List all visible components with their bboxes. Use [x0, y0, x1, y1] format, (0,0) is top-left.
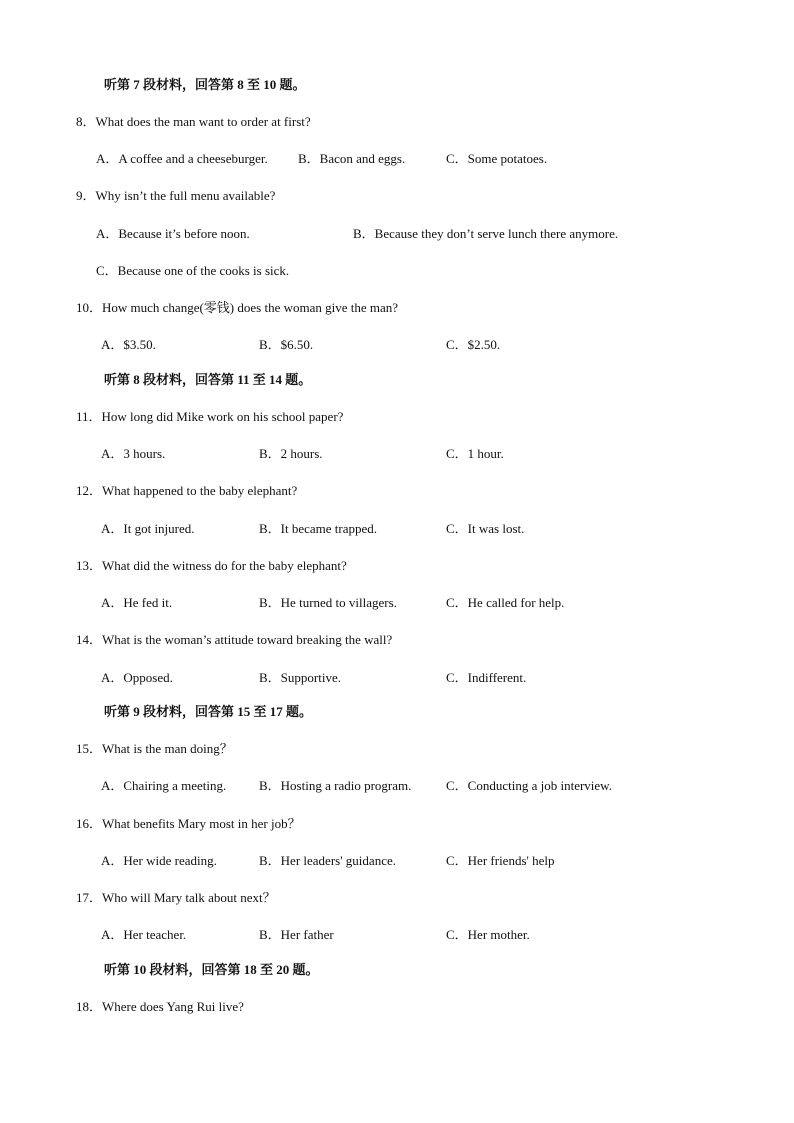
question-16: 16．What benefits Mary most in her job？: [76, 816, 301, 831]
question-10: 10．How much change(零钱) does the woman give the man?: [76, 300, 399, 315]
option-a[interactable]: A．Her wide reading.: [101, 853, 217, 868]
question-9: 9．Why isn’t the full menu available?: [76, 188, 276, 203]
option-b[interactable]: B．Bacon and eggs.: [298, 151, 406, 166]
option-b[interactable]: B．Supportive.: [259, 670, 341, 685]
option-b[interactable]: B．$6.50.: [259, 337, 314, 352]
option-a[interactable]: A．A coffee and a cheeseburger.: [96, 151, 268, 166]
option-c[interactable]: C．$2.50.: [446, 337, 501, 352]
question-17: 17．Who will Mary talk about next？: [76, 890, 276, 905]
question-18: 18．Where does Yang Rui live?: [76, 999, 244, 1014]
option-b[interactable]: B．Her leaders' guidance.: [259, 853, 396, 868]
section-heading: 听第 7 段材料，回答第 8 至 10 题。: [104, 77, 306, 92]
option-b[interactable]: B．Her father: [259, 927, 334, 942]
option-c[interactable]: C．Some potatoes.: [446, 151, 548, 166]
question-14: 14．What is the woman’s attitude toward breaking the wall?: [76, 632, 393, 647]
option-a[interactable]: A．$3.50.: [101, 337, 156, 352]
option-c[interactable]: C．It was lost.: [446, 521, 525, 536]
question-11: 11．How long did Mike work on his school paper?: [76, 409, 344, 424]
question-15: 15．What is the man doing？: [76, 741, 233, 756]
option-c[interactable]: C．Her friends' help: [446, 853, 555, 868]
question-13: 13．What did the witness do for the baby elephant?: [76, 558, 347, 573]
question-8: 8．What does the man want to order at first?: [76, 114, 311, 129]
option-b[interactable]: B．He turned to villagers.: [259, 595, 397, 610]
option-c[interactable]: C．Indifferent.: [446, 670, 527, 685]
option-b[interactable]: B．Because they don’t serve lunch there anymore.: [353, 226, 619, 241]
option-c[interactable]: C．He called for help.: [446, 595, 565, 610]
option-c[interactable]: C．Because one of the cooks is sick.: [96, 263, 290, 278]
question-12: 12．What happened to the baby elephant?: [76, 483, 298, 498]
section-heading: 听第 10 段材料，回答第 18 至 20 题。: [104, 962, 319, 977]
option-a[interactable]: A．3 hours.: [101, 446, 166, 461]
section-heading: 听第 9 段材料，回答第 15 至 17 题。: [104, 704, 313, 719]
section-heading: 听第 8 段材料，回答第 11 至 14 题。: [104, 372, 312, 387]
option-a[interactable]: A．Opposed.: [101, 670, 173, 685]
option-b[interactable]: B．2 hours.: [259, 446, 323, 461]
option-c[interactable]: C．Conducting a job interview.: [446, 778, 612, 793]
option-a[interactable]: A．Chairing a meeting.: [101, 778, 227, 793]
option-a[interactable]: A．It got injured.: [101, 521, 195, 536]
option-b[interactable]: B．Hosting a radio program.: [259, 778, 412, 793]
option-a[interactable]: A．Because it’s before noon.: [96, 226, 250, 241]
option-c[interactable]: C．Her mother.: [446, 927, 530, 942]
option-c[interactable]: C．1 hour.: [446, 446, 504, 461]
option-a[interactable]: A．Her teacher.: [101, 927, 187, 942]
option-a[interactable]: A．He fed it.: [101, 595, 173, 610]
option-b[interactable]: B．It became trapped.: [259, 521, 378, 536]
